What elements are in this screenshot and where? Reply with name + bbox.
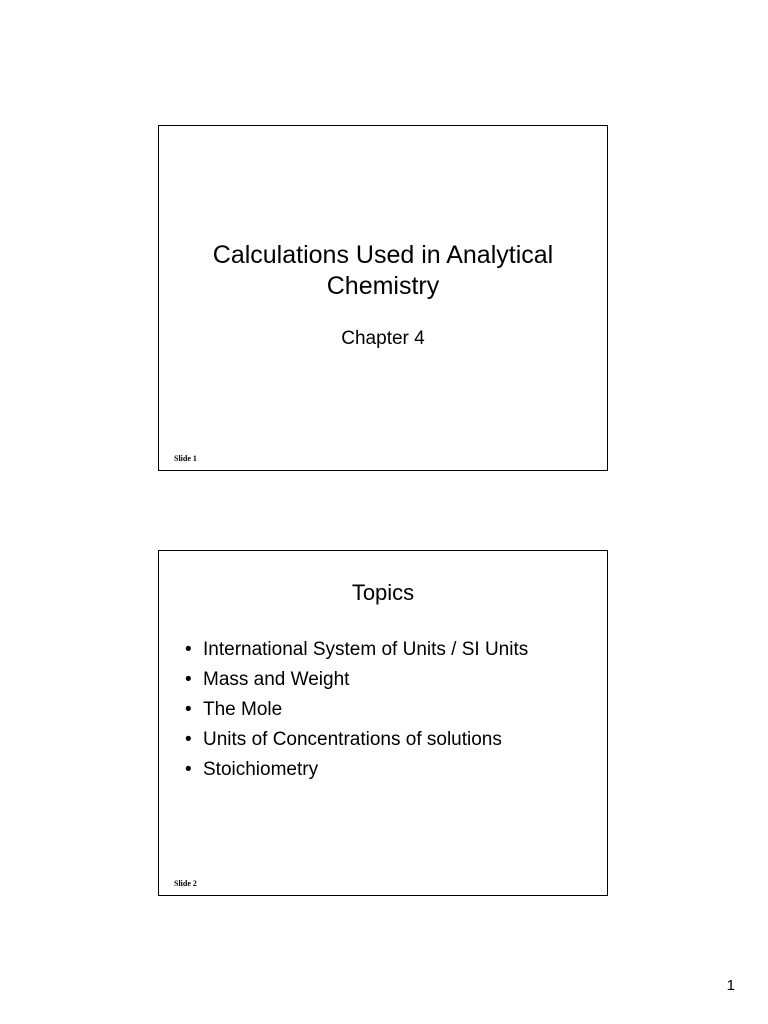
topic-item bbox=[185, 635, 528, 665]
topic-text: Stoichiometry bbox=[203, 759, 319, 780]
topics-list bbox=[185, 635, 528, 785]
topic-item bbox=[185, 695, 528, 725]
topic-text: Mass and Weight bbox=[203, 669, 350, 690]
page-number: 1 bbox=[726, 977, 735, 994]
slide-1-title-line-2: Chemistry bbox=[326, 272, 440, 300]
topic-text: Units of Concentrations of solutions bbox=[203, 729, 502, 750]
topic-text: The Mole bbox=[203, 699, 283, 720]
slide-2-title: Topics bbox=[351, 580, 415, 605]
slide-1 bbox=[158, 125, 608, 471]
topic-item bbox=[185, 755, 528, 785]
bullet-icon: • bbox=[185, 699, 192, 720]
slide-1-title-line-1: Calculations Used in Analytical bbox=[212, 241, 554, 269]
slide-1-subtitle: Chapter 4 bbox=[341, 328, 425, 349]
topic-item bbox=[185, 665, 528, 695]
topic-item bbox=[185, 725, 528, 755]
slide-2-label: Slide 2 bbox=[174, 879, 197, 888]
slide-1-title bbox=[159, 240, 607, 302]
bullet-icon: • bbox=[185, 669, 192, 690]
slide-2 bbox=[158, 550, 608, 896]
bullet-icon: • bbox=[185, 759, 192, 780]
topic-text: International System of Units / SI Units bbox=[203, 639, 529, 660]
slide-1-label: Slide 1 bbox=[174, 454, 197, 463]
bullet-icon: • bbox=[185, 729, 192, 750]
bullet-icon: • bbox=[185, 639, 192, 660]
